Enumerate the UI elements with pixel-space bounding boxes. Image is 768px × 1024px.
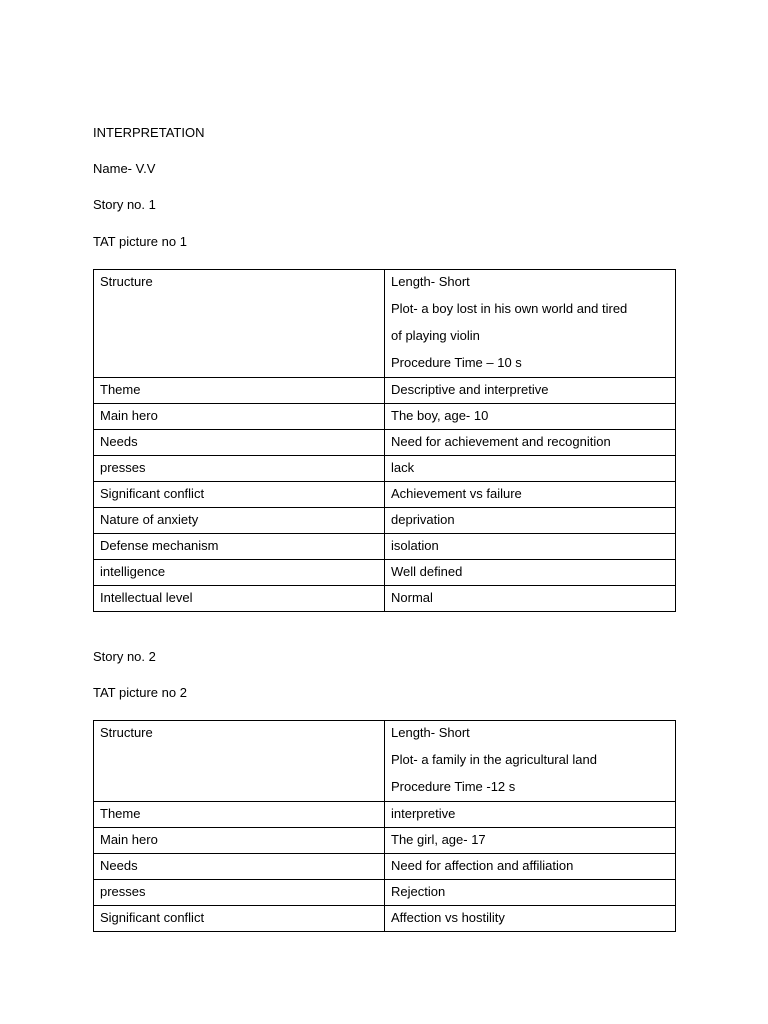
table-row (94, 854, 676, 880)
row-label: Main hero (94, 404, 385, 430)
story-1-table (93, 269, 676, 612)
row-label: presses (94, 456, 385, 482)
table-row (94, 482, 676, 508)
row-value: The girl, age- 17 (385, 828, 676, 854)
row-value: Normal (385, 586, 676, 612)
table-row (94, 378, 676, 404)
row-label: Defense mechanism (94, 534, 385, 560)
story-2-table (93, 720, 676, 932)
row-value: isolation (385, 534, 676, 560)
row-value: Need for affection and affiliation (385, 854, 676, 880)
row-value: deprivation (385, 508, 676, 534)
row-value: Need for achievement and recognition (385, 430, 676, 456)
row-label: Structure (94, 721, 385, 802)
row-value: interpretive (385, 802, 676, 828)
table-row (94, 586, 676, 612)
row-value: Affection vs hostility (385, 906, 676, 932)
table-row (94, 534, 676, 560)
structure-value-length: Length- Short (391, 725, 470, 740)
row-label: Theme (94, 378, 385, 404)
row-label: Structure (94, 270, 385, 378)
table-row (94, 560, 676, 586)
structure-value-time: Procedure Time – 10 s (391, 355, 522, 370)
row-label: presses (94, 880, 385, 906)
row-value: Well defined (385, 560, 676, 586)
structure-value-time: Procedure Time -12 s (391, 779, 516, 794)
row-label: Main hero (94, 828, 385, 854)
row-value: Achievement vs failure (385, 482, 676, 508)
row-label: Needs (94, 854, 385, 880)
subject-name: Name- V.V (93, 161, 156, 176)
row-label: Theme (94, 802, 385, 828)
row-value: The boy, age- 10 (385, 404, 676, 430)
structure-value-plot-cont: of playing violin (391, 328, 480, 343)
story-2-picture: TAT picture no 2 (93, 685, 187, 700)
table-row (94, 906, 676, 932)
row-label: Significant conflict (94, 906, 385, 932)
table-row (94, 430, 676, 456)
table-row (94, 404, 676, 430)
row-value: Descriptive and interpretive (385, 378, 676, 404)
row-label: intelligence (94, 560, 385, 586)
table-row (94, 802, 676, 828)
story-1-picture: TAT picture no 1 (93, 234, 187, 249)
table-row (94, 456, 676, 482)
row-label: Nature of anxiety (94, 508, 385, 534)
row-label: Needs (94, 430, 385, 456)
structure-value-length: Length- Short (391, 274, 470, 289)
structure-values (385, 270, 676, 378)
story-2-number: Story no. 2 (93, 649, 156, 664)
row-value: Rejection (385, 880, 676, 906)
structure-value-plot: Plot- a boy lost in his own world and tired (391, 301, 628, 316)
row-label: Significant conflict (94, 482, 385, 508)
table-row-structure (94, 270, 676, 378)
structure-values (385, 721, 676, 802)
table-row (94, 880, 676, 906)
table-row-structure (94, 721, 676, 802)
document-heading: INTERPRETATION (93, 125, 205, 140)
structure-value-plot: Plot- a family in the agricultural land (391, 752, 597, 767)
story-1-number: Story no. 1 (93, 197, 156, 212)
row-value: lack (385, 456, 676, 482)
table-row (94, 508, 676, 534)
table-row (94, 828, 676, 854)
row-label: Intellectual level (94, 586, 385, 612)
